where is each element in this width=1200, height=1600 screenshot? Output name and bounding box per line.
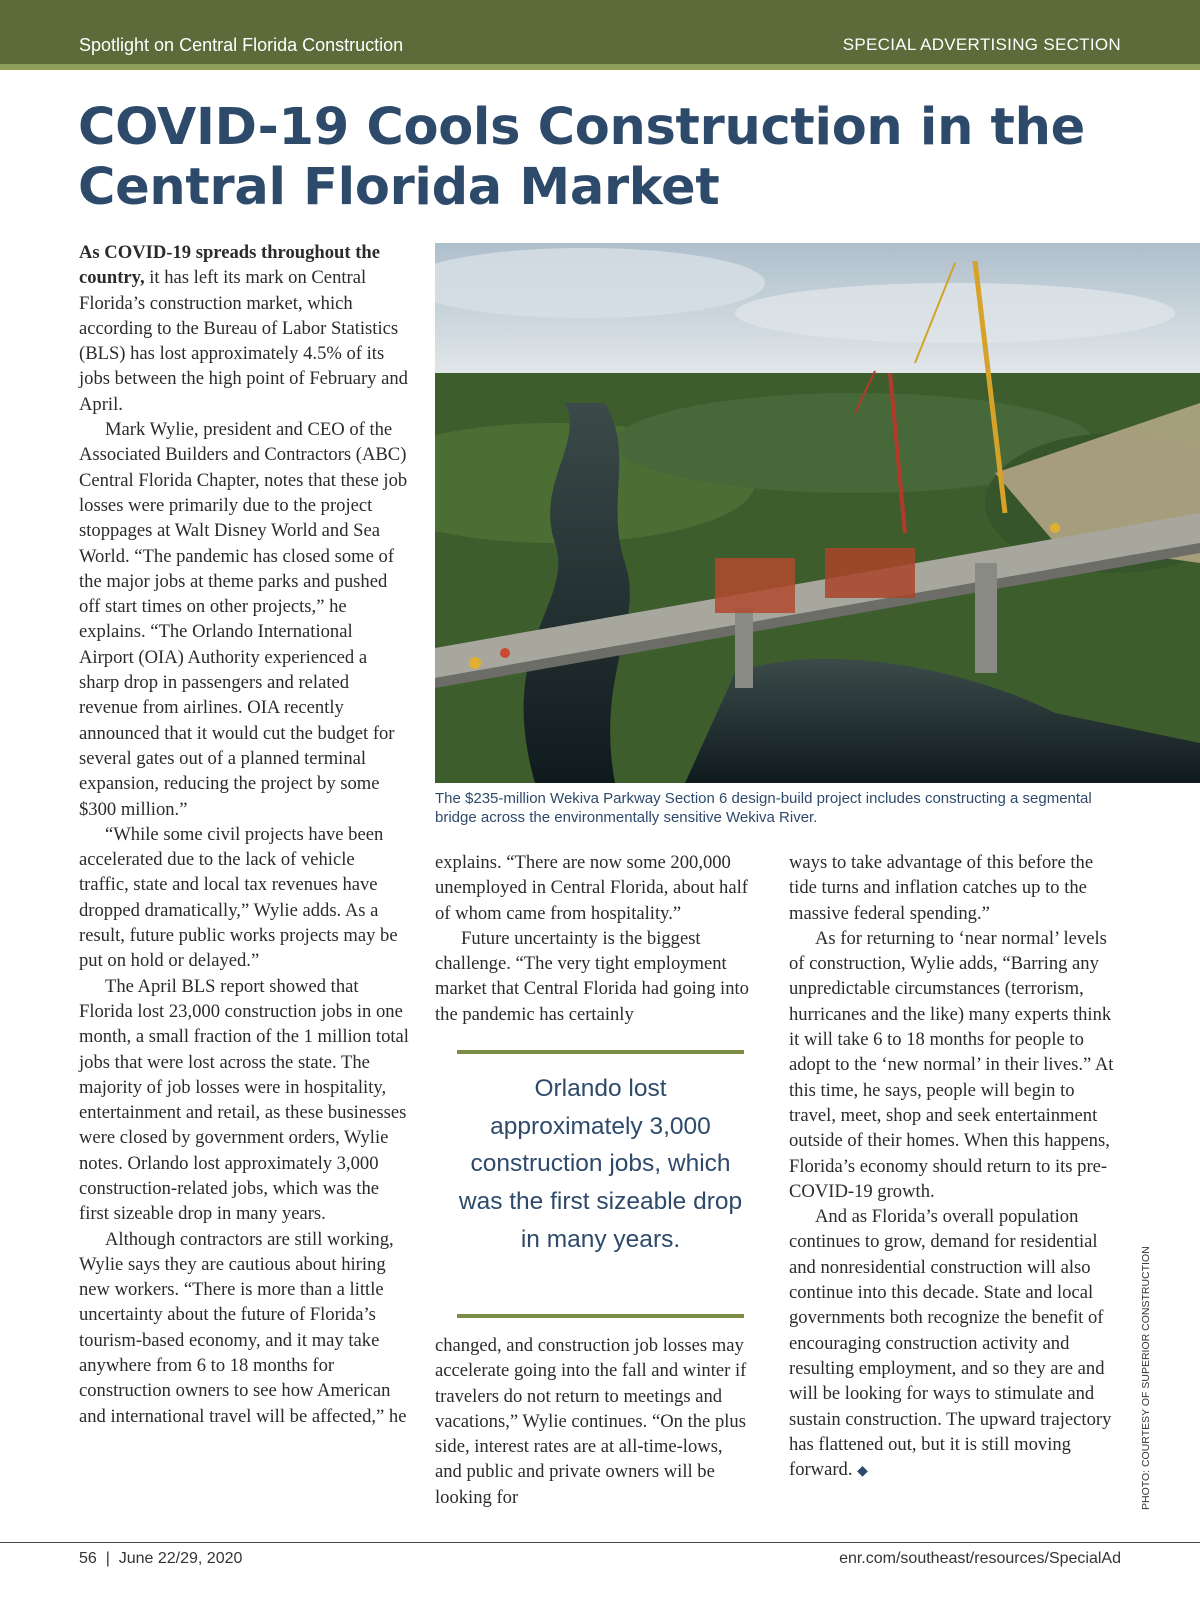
paragraph: Future uncertainty is the biggest challenge. “The very tight employment market that Central Florida had going into the pandemic has certainly [435,927,749,1025]
page-info: 56 | June 22/29, 2020 [79,1550,243,1567]
footer-rule [0,1542,1200,1543]
paragraph: explains. “There are now some 200,000 unemployed in Central Florida, about half of whom came from hospitality.” [435,852,748,924]
article-column-3 [789,850,1124,1484]
end-of-article-mark: ◆ [857,1464,868,1480]
pull-quote [457,1050,744,1318]
pull-quote-text: Orlando lost approximately 3,000 construction jobs, which was the first sizeable drop in many years. [458,1075,743,1253]
article-column-2-top [435,850,750,1027]
paragraph: Mark Wylie, president and CEO of the Associated Builders and Contractors (ABC) Central Florida Chapter, notes that these job losses were primarily due to the project stoppages at Walt Disney World and Sea World. “The pandemic has closed some of the major jobs at theme parks and pushed off start times on other projects,” he explains. “The Orlando International Airport (OIA) Authority experienced a sharp drop in passengers and related revenue from airlines. OIA recently announced that it would cut the budget for several gates out of a planned terminal expansion, reducing the project by some $300 million.” [79,419,408,820]
photo-credit: PHOTO: COURTESY OF SUPERIOR CONSTRUCTION [1140,1246,1152,1510]
footer-url: enr.com/southeast/resources/SpecialAd [839,1550,1121,1567]
paragraph: changed, and construction job losses may accelerate going into the fall and winter if travelers do not return to meetings and vacations,” Wylie continues. “On the plus side, interest rates are at all-time-lows, and public and private owners will be looking for [435,1335,747,1508]
article-column-1 [79,240,409,1429]
bridge-photo [435,243,1200,783]
lead-in: As COVID-19 spreads throughout the country, [79,242,380,289]
closing-paragraph-text: And as Florida’s overall population continues to grow, demand for residential and nonresidential construction will also continue into this decade. State and local governments both recognize the benefit of encouraging construction activity and resulting employment, and so they are and will be looking for ways to stimulate and sustain construction. The upward trajectory has flattened out, but it is still moving forward. [789,1206,1112,1481]
paragraph: ways to take advantage of this before the tide turns and inflation catches up to the massive federal spending.” [789,852,1094,924]
section-label: SPECIAL ADVERTISING SECTION [842,35,1121,54]
section-title: Spotlight on Central Florida Construction [79,35,404,55]
headline: COVID-19 Cools Construction in the Central Florida Market [78,98,1085,217]
paragraph: Although contractors are still working, Wylie says they are cautious about hiring new workers. “There is more than a little uncertainty about the future of Florida’s tourism-based economy, and it may take anywhere from 6 to 18 months for construction owners to see how American and international travel will be affected,” he [79,1228,407,1427]
paragraph: “While some civil projects have been accelerated due to the lack of vehicle traffic, state and local tax revenues have dropped dramatically,” Wylie adds. As a result, future public works projects may be put on hold or delayed.” [79,823,398,972]
bridge-photo-illustration [435,243,1200,783]
article-column-2-bottom [435,1333,750,1510]
paragraph: The April BLS report showed that Florida lost 23,000 construction jobs in one month, a small fraction of the 1 million total jobs that were lost across the state. The majority of job losses were in hospitality, entertainment and retail, as these businesses were closed by government orders, Wylie notes. Orlando lost approximately 3,000 construction-related jobs, which was the first sizeable drop in many years. [79,975,409,1225]
photo-caption: The $235-million Wekiva Parkway Section 6 design-build project includes constructing a segmental bridge across the environmentally sensitive Wekiva River. [435,790,1092,826]
header-accent-line [0,64,1200,70]
paragraph [789,1204,1124,1484]
lead-paragraph-text: it has left its mark on Central Florida’s construction market, which according to the Bureau of Labor Statistics (BLS) has lost approximately 4.5% of its jobs between the high point of February and April. [79,267,408,415]
paragraph: As for returning to ‘near normal’ levels of construction, Wylie adds, “Barring any unpredictable circumstances (terrorism, hurricanes and the like) many experts think it will take 6 to 18 months for people to adopt to the ‘new normal’ in their lives.” At this time, he says, people will begin to travel, meet, shop and seek entertainment outside of their homes. When this happens, Florida’s economy should return to its pre-COVID-19 growth. [789,927,1114,1202]
paragraph [79,240,409,417]
